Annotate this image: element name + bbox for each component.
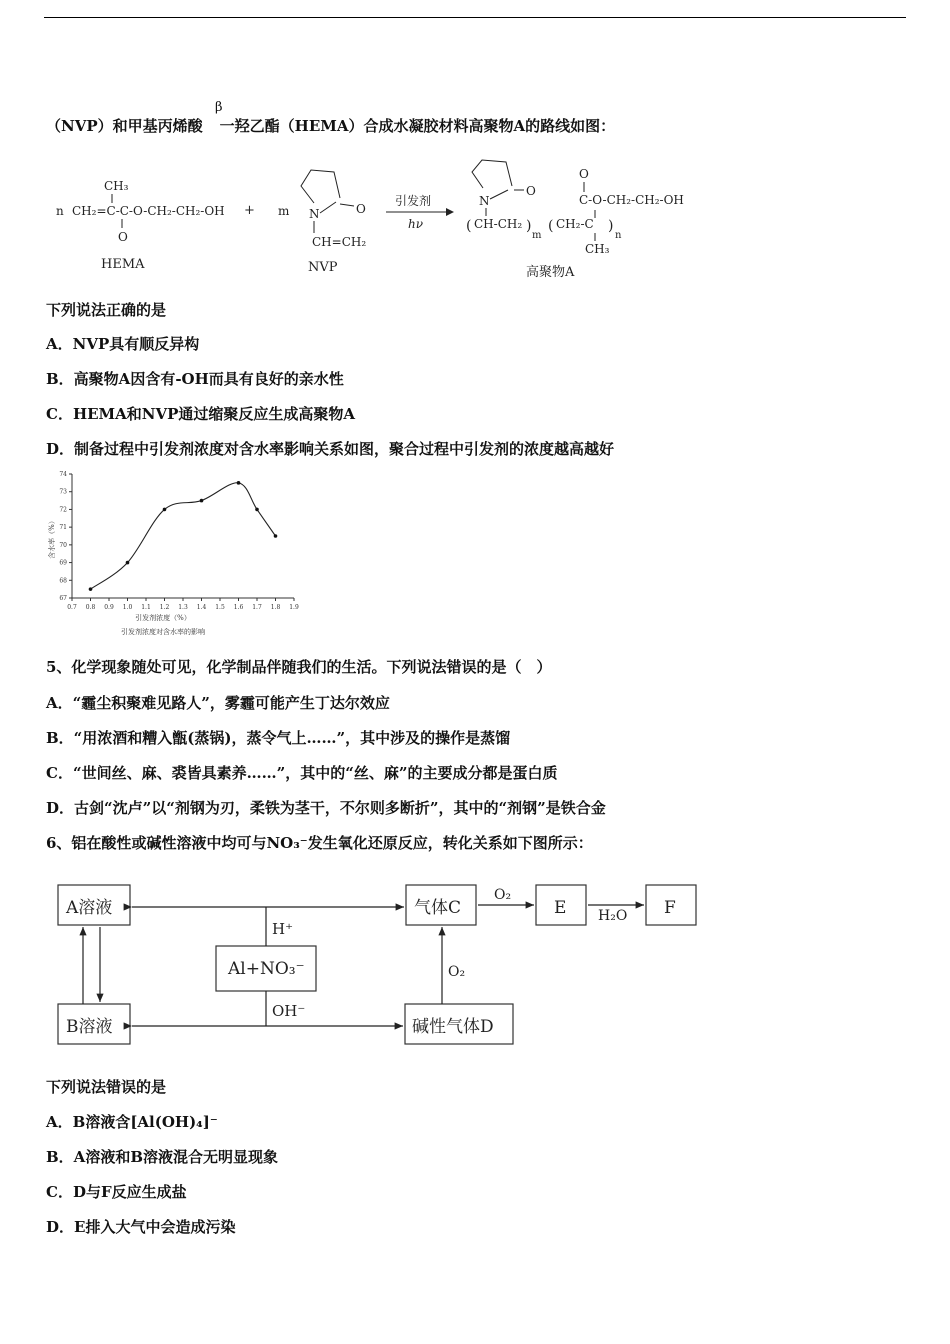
hema-o: O <box>118 230 128 244</box>
y-tick-label: 67 <box>59 595 67 602</box>
y-axis-label: 含水率（%） <box>48 517 56 559</box>
x-tick-label: 0.8 <box>85 604 96 611</box>
bracket-open-2: ( <box>548 218 554 234</box>
box-b-label: B溶液 <box>66 1017 113 1037</box>
box-c-label: 气体C <box>414 898 462 918</box>
q5-stem: 5、化学现象随处可见，化学制品伴随我们的生活。下列说法错误的是（ ） <box>46 658 552 676</box>
x-tick-label: 1.1 <box>141 604 151 611</box>
hema-name: HEMA <box>101 257 145 272</box>
q6-option-a[interactable]: A．B溶液含[Al(OH)₄]⁻ <box>46 1113 218 1131</box>
label-o2-c-to-e: O₂ <box>494 887 512 903</box>
coef-m: m <box>278 204 290 218</box>
x-tick-label: 0.9 <box>104 604 114 611</box>
conversion-diagram <box>50 872 710 1057</box>
q5-option-d[interactable]: D．古剑“沈卢”以“剂钢为刃，柔铁为茎干，不尔则多断折”，其中的“剂钢”是铁合金 <box>46 799 606 817</box>
intro-text-2: 一羟乙酯（HEMA）合成水凝胶材料高聚物A的路线如图： <box>219 117 616 135</box>
x-tick-label: 1.5 <box>215 604 225 611</box>
y-tick-label: 72 <box>59 506 67 514</box>
x-tick-label: 1.9 <box>289 604 299 611</box>
q4-stem: 下列说法正确的是 <box>46 301 167 319</box>
prod-ch3: CH₃ <box>585 242 610 256</box>
x-tick-label: 0.7 <box>67 604 77 611</box>
header-rule <box>44 17 906 18</box>
q6-option-d[interactable]: D．E排入大气中会造成污染 <box>46 1218 236 1236</box>
nvp-o: O <box>356 202 366 216</box>
y-tick-label: 70 <box>59 541 67 549</box>
prod-ester: C-O-CH₂-CH₂-OH <box>579 193 684 207</box>
nvp-name: NVP <box>308 260 338 275</box>
hema-ch3: CH₃ <box>104 179 129 193</box>
bracket-close-1: ) <box>526 218 532 234</box>
beta-symbol: β <box>215 100 223 115</box>
q6-option-b[interactable]: B．A溶液和B溶液混合无明显现象 <box>46 1148 278 1166</box>
reaction-scheme <box>46 158 686 286</box>
data-point <box>274 534 278 538</box>
label-o2-d-to-c: O₂ <box>448 964 466 980</box>
bracket-close-2: ) <box>608 218 614 234</box>
coef-n: n <box>56 204 64 218</box>
x-axis-label: 引发剂浓度（%） <box>135 614 191 622</box>
data-point <box>126 561 130 565</box>
prod-name: 高聚物A <box>526 265 575 280</box>
box-d-label: 碱性气体D <box>412 1017 494 1037</box>
plus-sign: + <box>244 203 255 218</box>
prod-sub-n: n <box>615 230 622 241</box>
q4-option-c[interactable]: C．HEMA和NVP通过缩聚反应生成高聚物A <box>46 405 356 423</box>
q4-option-a[interactable]: A．NVP具有顺反异构 <box>46 335 200 353</box>
intro-text-1: （NVP）和甲基丙烯酸 <box>46 117 203 135</box>
data-point <box>163 508 167 512</box>
prod-sub-m: m <box>532 230 542 241</box>
q6-option-c[interactable]: C．D与F反应生成盐 <box>46 1183 187 1201</box>
hema-formula: CH₂=C-C-O-CH₂-CH₂-OH <box>72 204 225 218</box>
x-tick-label: 1.0 <box>122 604 133 611</box>
data-point <box>255 508 259 512</box>
q6-question: 下列说法错误的是 <box>46 1078 167 1096</box>
y-tick-label: 71 <box>59 524 67 532</box>
x-tick-label: 1.6 <box>233 604 244 611</box>
q5-option-b[interactable]: B．“用浓酒和糟入甑(蒸锅)，蒸令气上……”，其中涉及的操作是蒸馏 <box>46 729 511 747</box>
x-tick-label: 1.2 <box>159 604 170 611</box>
series-line <box>91 483 276 589</box>
data-point <box>200 499 204 503</box>
intro-line <box>46 115 615 136</box>
bracket-open-1: ( <box>466 218 472 234</box>
label-oh-minus: OH⁻ <box>272 1002 306 1020</box>
water-content-chart <box>46 466 306 646</box>
x-tick-label: 1.7 <box>252 604 262 611</box>
data-point <box>237 481 241 485</box>
data-point <box>89 587 93 591</box>
box-center-label: Al+NO₃⁻ <box>228 959 305 979</box>
x-tick-label: 1.4 <box>196 604 207 611</box>
label-h-plus: H⁺ <box>272 920 293 938</box>
q5-option-c[interactable]: C．“世间丝、麻、裘皆具素养……”，其中的“丝、麻”的主要成分都是蛋白质 <box>46 764 558 782</box>
y-tick-label: 73 <box>59 488 67 496</box>
box-e-label: E <box>554 898 567 918</box>
label-h2o: H₂O <box>598 908 628 924</box>
box-f-label: F <box>664 898 676 918</box>
q4-option-d[interactable]: D．制备过程中引发剂浓度对含水率影响关系如图，聚合过程中引发剂的浓度越高越好 <box>46 440 615 458</box>
prod-unit2: CH₂-C <box>556 217 594 231</box>
q5-option-a[interactable]: A．“霾尘积聚难见路人”，雾霾可能产生丁达尔效应 <box>46 694 390 712</box>
y-tick-label: 74 <box>59 471 67 478</box>
q6-stem: 6、铝在酸性或碱性溶液中均可与NO₃⁻发生氧化还原反应，转化关系如下图所示： <box>46 834 593 852</box>
box-a-label: A溶液 <box>66 898 113 918</box>
y-tick-label: 69 <box>59 559 67 567</box>
y-tick-label: 68 <box>59 577 67 585</box>
prod-unit1: CH-CH₂ <box>474 217 523 231</box>
x-tick-label: 1.8 <box>270 604 281 611</box>
chart-title: 引发剂浓度对含水率的影响 <box>121 628 205 636</box>
x-tick-label: 1.3 <box>178 604 188 611</box>
hv-label: hν <box>408 217 424 231</box>
prod-o: O <box>526 184 536 198</box>
nvp-n: N <box>309 207 320 221</box>
initiator-label: 引发剂 <box>395 194 432 208</box>
q4-option-b[interactable]: B．高聚物A因含有-OH而具有良好的亲水性 <box>46 370 344 388</box>
prod-n: N <box>479 194 490 208</box>
nvp-vinyl: CH=CH₂ <box>312 235 367 249</box>
prod-top-o: O <box>579 167 589 181</box>
